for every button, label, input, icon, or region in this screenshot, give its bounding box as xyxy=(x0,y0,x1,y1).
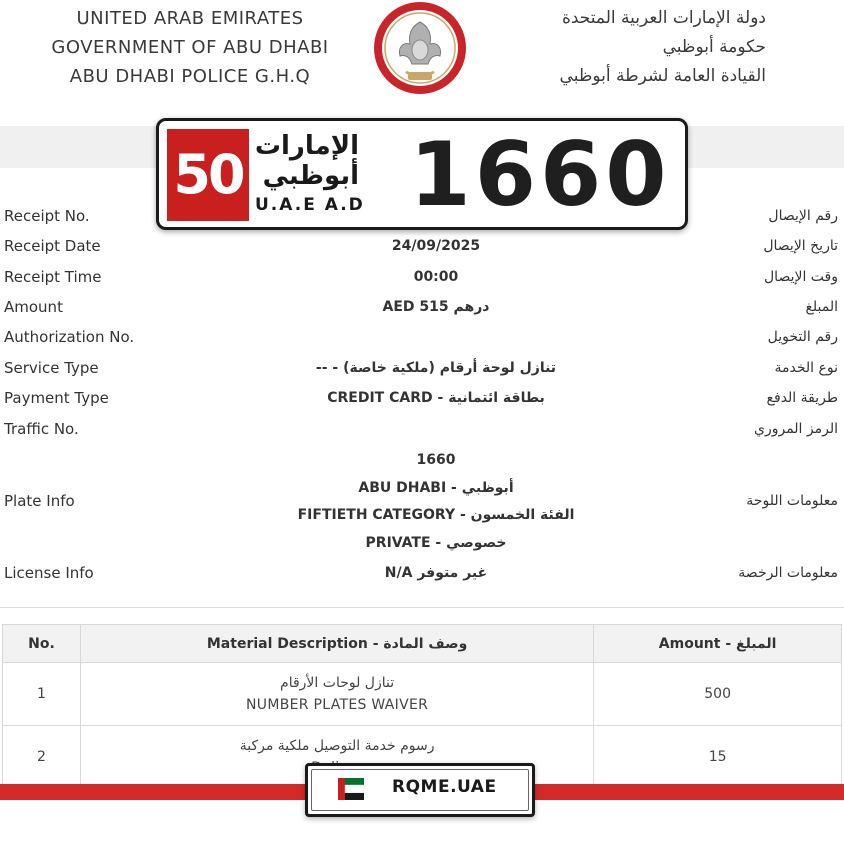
header-arabic xyxy=(506,4,766,91)
row-1-description-en: NUMBER PLATES WAIVER xyxy=(246,697,429,713)
plate-emirate-english: U.A.E A.D xyxy=(255,195,365,215)
plate-number: 1660 xyxy=(409,123,671,226)
amount-label-ar: المبلغ xyxy=(805,299,838,315)
traffic-no-label-ar: الرمز المروري xyxy=(753,421,838,437)
amount-label: Amount xyxy=(4,298,63,316)
traffic-no-label: Traffic No. xyxy=(4,420,79,438)
row-1-amount: 500 xyxy=(594,663,842,726)
authorization-no-label-ar: رقم التخويل xyxy=(767,329,838,345)
amount-value: AED 515 درهم xyxy=(382,299,490,315)
receipt-no-label-ar: رقم الإيصال xyxy=(768,208,838,224)
header-en-line-2: GOVERNMENT OF ABU DHABI xyxy=(51,37,329,58)
receipt-time-label-ar: وقت الإيصال xyxy=(764,269,838,285)
receipt-date-label-ar: تاريخ الإيصال xyxy=(763,238,838,254)
service-type-value: تنازل لوحة أرقام (ملكية خاصة) - -- xyxy=(315,360,557,376)
header-english xyxy=(40,4,340,91)
header-ar-line-2: حكومة أبوظبي xyxy=(662,37,766,57)
payment-type-label: Payment Type xyxy=(4,389,109,407)
payment-type-label-ar: طريقة الدفع xyxy=(766,390,838,406)
plate-info-category: FIFTIETH CATEGORY - الفئة الخمسون xyxy=(297,507,575,523)
row-2-description-ar: رسوم خدمة التوصيل ملكية مركبة xyxy=(239,738,435,754)
plate-info-emirate: ABU DHABI - أبوظبي xyxy=(358,480,514,496)
service-type-label-ar: نوع الخدمة xyxy=(774,360,838,376)
receipt-no-label: Receipt No. xyxy=(4,207,90,225)
plate-info-type: PRIVATE - خصوصي xyxy=(365,535,507,551)
license-plate xyxy=(156,118,688,230)
receipt-date-value: 24/09/2025 xyxy=(391,238,481,254)
plate-info-label-ar: معلومات اللوحة xyxy=(746,493,838,509)
row-1-no: 1 xyxy=(3,663,81,726)
header-ar-line-1: دولة الإمارات العربية المتحدة xyxy=(561,8,766,28)
row-1-description-ar: تنازل لوحات الأرقام xyxy=(280,675,395,691)
column-header-no: No. xyxy=(3,625,81,663)
watermark-text: RQME.UAE xyxy=(392,777,497,797)
receipt-time-value: 00:00 xyxy=(413,269,459,285)
plate-category-code: 50 xyxy=(167,129,249,221)
table-header-row xyxy=(3,625,842,663)
row-1-description xyxy=(80,663,593,726)
license-info-label: License Info xyxy=(4,564,94,582)
header-en-line-3: ABU DHABI POLICE G.H.Q xyxy=(69,66,311,87)
header-en-line-1: UNITED ARAB EMIRATES xyxy=(76,8,304,29)
section-divider xyxy=(0,607,844,608)
plate-emirate-arabic-line-2: أبوظبي xyxy=(262,161,359,191)
authorization-no-label: Authorization No. xyxy=(4,328,135,346)
license-info-label-ar: معلومات الرخصة xyxy=(738,565,838,581)
receipt-time-label: Receipt Time xyxy=(4,268,102,286)
payment-type-value: CREDIT CARD - بطاقة ائتمانية xyxy=(327,390,545,406)
header-ar-line-3: القيادة العامة لشرطة أبوظبي xyxy=(559,66,766,86)
row-2-amount: 15 xyxy=(594,726,842,789)
service-type-label: Service Type xyxy=(4,359,99,377)
abu-dhabi-police-emblem-icon xyxy=(372,0,468,96)
license-info-value: N/A غير متوفر xyxy=(384,565,488,581)
uae-flag-icon xyxy=(338,778,364,800)
plate-emirate-arabic-line-1: الإمارات xyxy=(254,131,359,161)
table-row xyxy=(3,663,842,726)
plate-info-label: Plate Info xyxy=(4,492,75,510)
column-header-amount: Amount - المبلغ xyxy=(594,625,842,663)
receipt-date-label: Receipt Date xyxy=(4,237,101,255)
column-header-description: Material Description - وصف المادة xyxy=(80,625,593,663)
watermark-badge xyxy=(305,763,535,817)
plate-info-number: 1660 xyxy=(416,452,456,468)
row-2-no: 2 xyxy=(3,726,81,789)
